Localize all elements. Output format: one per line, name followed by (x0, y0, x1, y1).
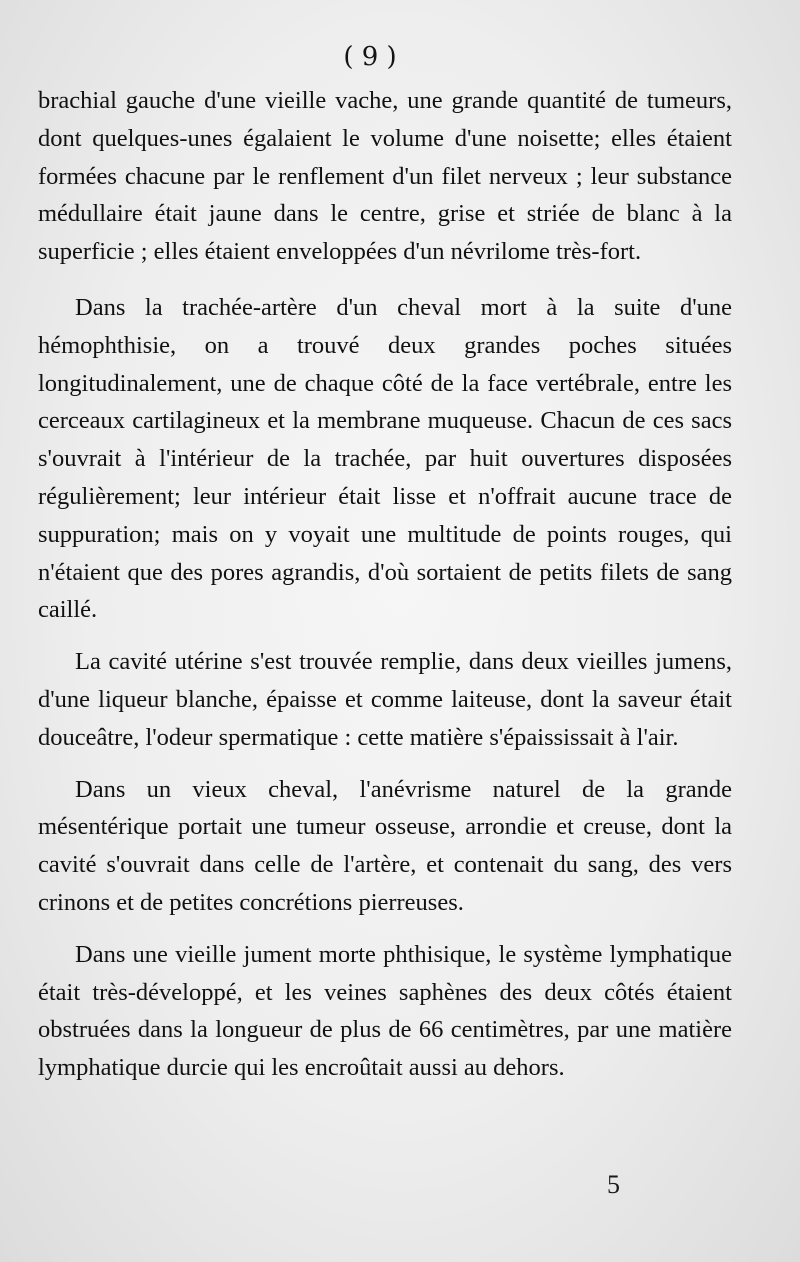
paragraph-continuation: brachial gauche d'une vieille vache, une grande quantité de tumeurs, dont quelques-unes égalaient le volume d'une noisette; elles étaient formées chacune par le renflement d'un filet nerveux ; leur substance médullaire était jaune dans le centre, grise et striée de blanc à la superficie ; elles étaient enveloppées d'un névrilome très-fort. (38, 87, 732, 266)
body-text (38, 82, 732, 1087)
paragraph-aneurysm: Dans un vieux cheval, l'anévrisme naturel de la grande mésentérique portait une tumeur osseuse, arrondie et creuse, dont la cavité s'ouvrait dans celle de l'artère, et contenait du sang, des vers crinons et de petites concrétions pierreuses. (38, 775, 732, 916)
signature-mark: 5 (607, 1170, 620, 1199)
page-number: ( 9 ) (343, 42, 397, 72)
paragraph-lymphatic: Dans une vieille jument morte phthisique, le système lymphatique était très-développé, et les veines saphènes des deux côtés étaient obstruées dans la longueur de plus de 66 centimètres, par une matière lymphatique durcie qui les encroûtait aussi au dehors. (38, 940, 732, 1082)
paragraph-uterine-cavity: La cavité utérine s'est trouvée remplie, dans deux vieilles jumens, d'une liqueur blanche, épaisse et comme laiteuse, dont la saveur était douceâtre, l'odeur spermatique : cette matière s'épaississait à l'air. (38, 648, 732, 751)
paragraph-trachea: Dans la trachée-artère d'un cheval mort à la suite d'une hémophthisie, on a trouvé deux grandes poches situées longitudinalement, une de chaque côté de la face vertébrale, entre les cerceaux cartilagineux et la membrane muqueuse. Chacun de ces sacs s'ouvrait à l'intérieur de la trachée, par huit ouvertures disposées régulièrement; leur intérieur était lisse et n'offrait aucune trace de suppuration; mais on y voyait une multitude de points rouges, qui n'étaient que des pores agrandis, d'où sortaient de petits filets de sang caillé. (38, 293, 732, 624)
